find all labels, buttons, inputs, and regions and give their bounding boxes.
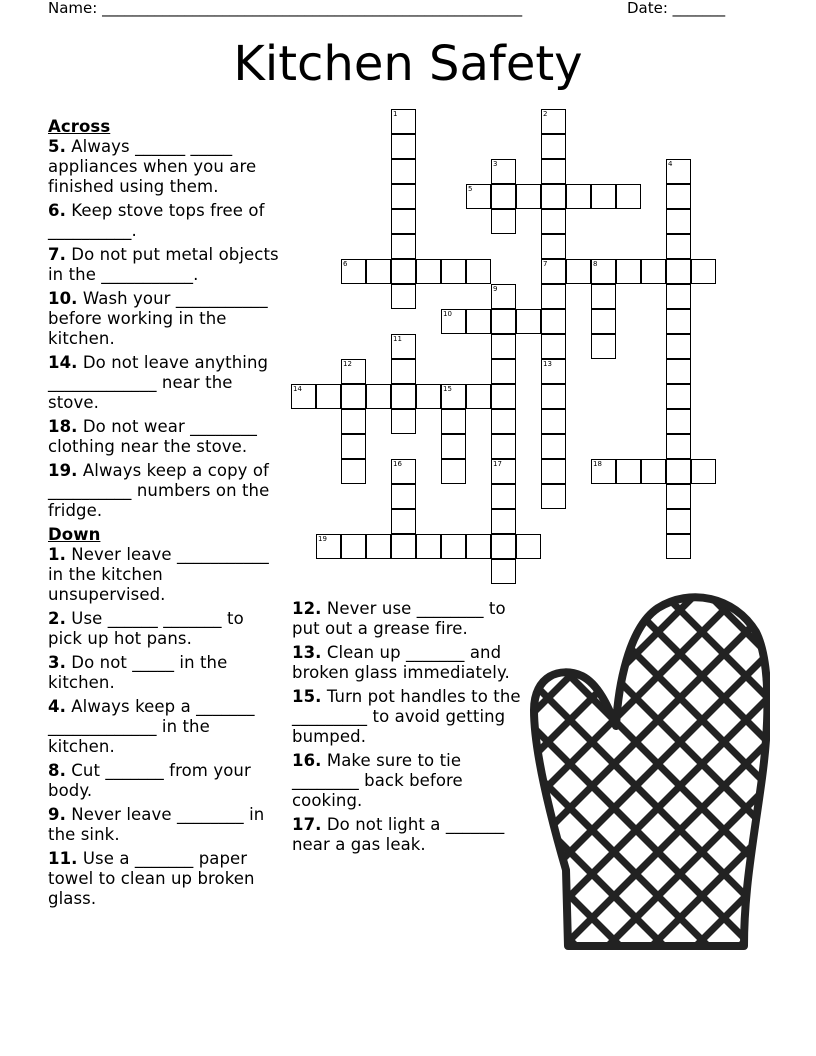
cell-number: 10 bbox=[443, 310, 452, 318]
cell-number: 19 bbox=[318, 535, 327, 543]
grid-cell[interactable] bbox=[441, 459, 466, 484]
clue-item bbox=[292, 751, 532, 811]
grid-cell[interactable] bbox=[341, 259, 366, 284]
cell-number: 6 bbox=[343, 260, 348, 268]
grid-cell[interactable] bbox=[666, 184, 691, 209]
grid-cell[interactable] bbox=[391, 359, 416, 384]
grid-cell[interactable] bbox=[466, 384, 491, 409]
clue-item bbox=[48, 545, 280, 605]
across-heading: Across bbox=[48, 117, 111, 136]
clue-number: 17. bbox=[292, 815, 322, 834]
grid-cell[interactable] bbox=[391, 509, 416, 534]
grid-cell[interactable] bbox=[541, 359, 566, 384]
grid-cell[interactable] bbox=[391, 184, 416, 209]
clue-item bbox=[292, 599, 532, 639]
clue-text: Do not light a _______ near a gas leak. bbox=[292, 815, 505, 854]
grid-cell[interactable] bbox=[391, 484, 416, 509]
grid-cell[interactable] bbox=[641, 259, 666, 284]
grid-cell[interactable] bbox=[541, 134, 566, 159]
grid-cell[interactable] bbox=[391, 534, 416, 559]
grid-cell[interactable] bbox=[591, 184, 616, 209]
grid-cell[interactable] bbox=[666, 359, 691, 384]
grid-cell[interactable] bbox=[541, 459, 566, 484]
grid-cell[interactable] bbox=[316, 534, 341, 559]
clue-item bbox=[292, 815, 532, 855]
grid-cell[interactable] bbox=[616, 184, 641, 209]
clue-text: Clean up _______ and broken glass immediately. bbox=[292, 643, 510, 682]
grid-cell[interactable] bbox=[516, 534, 541, 559]
grid-cell[interactable] bbox=[491, 534, 516, 559]
grid-cell[interactable] bbox=[541, 409, 566, 434]
grid-cell[interactable] bbox=[616, 459, 641, 484]
clue-number: 18. bbox=[48, 417, 78, 436]
clues-right-column bbox=[292, 599, 532, 859]
grid-cell[interactable] bbox=[416, 259, 441, 284]
down-heading: Down bbox=[48, 525, 101, 544]
grid-cell[interactable] bbox=[541, 259, 566, 284]
grid-cell[interactable] bbox=[341, 384, 366, 409]
cell-number: 16 bbox=[393, 460, 402, 468]
grid-cell[interactable] bbox=[466, 259, 491, 284]
clue-text: Do not _____ in the kitchen. bbox=[48, 653, 228, 692]
grid-cell[interactable] bbox=[366, 384, 391, 409]
grid-cell[interactable] bbox=[566, 184, 591, 209]
clue-number: 19. bbox=[48, 461, 78, 480]
cell-number: 2 bbox=[543, 110, 548, 118]
grid-cell[interactable] bbox=[391, 384, 416, 409]
grid-cell[interactable] bbox=[666, 484, 691, 509]
grid-cell[interactable] bbox=[691, 459, 716, 484]
clue-text: Cut _______ from your body. bbox=[48, 761, 251, 800]
grid-cell[interactable] bbox=[491, 159, 516, 184]
grid-cell[interactable] bbox=[466, 184, 491, 209]
clue-item bbox=[48, 849, 280, 909]
clues-left-column bbox=[48, 114, 280, 913]
clue-number: 14. bbox=[48, 353, 78, 372]
clue-item bbox=[48, 653, 280, 693]
grid-cell[interactable] bbox=[441, 309, 466, 334]
cell-number: 12 bbox=[343, 360, 352, 368]
grid-cell[interactable] bbox=[391, 234, 416, 259]
grid-cell[interactable] bbox=[666, 334, 691, 359]
clue-text: Keep stove tops free of __________. bbox=[48, 201, 265, 240]
clue-number: 2. bbox=[48, 609, 66, 628]
clue-text: Never leave ________ in the sink. bbox=[48, 805, 265, 844]
cell-number: 1 bbox=[393, 110, 398, 118]
cell-number: 8 bbox=[593, 260, 598, 268]
grid-cell[interactable] bbox=[616, 259, 641, 284]
grid-cell[interactable] bbox=[441, 434, 466, 459]
grid-cell[interactable] bbox=[666, 159, 691, 184]
clue-text: Use a _______ paper towel to clean up broken glass. bbox=[48, 849, 255, 908]
grid-cell[interactable] bbox=[416, 534, 441, 559]
date-field[interactable]: Date: _______ bbox=[627, 0, 726, 17]
grid-cell[interactable] bbox=[341, 534, 366, 559]
grid-cell[interactable] bbox=[491, 209, 516, 234]
cell-number: 15 bbox=[443, 385, 452, 393]
grid-cell[interactable] bbox=[541, 484, 566, 509]
grid-cell[interactable] bbox=[541, 159, 566, 184]
clue-number: 7. bbox=[48, 245, 66, 264]
clue-text: Do not put metal objects in the ___________. bbox=[48, 245, 279, 284]
grid-cell[interactable] bbox=[666, 209, 691, 234]
grid-cell[interactable] bbox=[441, 259, 466, 284]
grid-cell[interactable] bbox=[516, 184, 541, 209]
clue-number: 16. bbox=[292, 751, 322, 770]
grid-cell[interactable] bbox=[491, 184, 516, 209]
cell-number: 5 bbox=[468, 185, 473, 193]
grid-cell[interactable] bbox=[291, 384, 316, 409]
clue-text: Always keep a copy of __________ numbers on the fridge. bbox=[48, 461, 270, 520]
grid-cell[interactable] bbox=[391, 209, 416, 234]
clue-number: 3. bbox=[48, 653, 66, 672]
grid-cell[interactable] bbox=[391, 284, 416, 309]
clue-number: 15. bbox=[292, 687, 322, 706]
grid-cell[interactable] bbox=[591, 259, 616, 284]
grid-cell[interactable] bbox=[691, 259, 716, 284]
grid-cell[interactable] bbox=[491, 409, 516, 434]
clue-item bbox=[292, 643, 532, 683]
clue-text: Use ______ _______ to pick up hot pans. bbox=[48, 609, 244, 648]
down-clues bbox=[48, 545, 280, 909]
clue-text: Do not leave anything _____________ near the stove. bbox=[48, 353, 269, 412]
cell-number: 3 bbox=[493, 160, 498, 168]
grid-cell[interactable] bbox=[391, 259, 416, 284]
clue-text: Never leave ___________ in the kitchen unsupervised. bbox=[48, 545, 269, 604]
grid-cell[interactable] bbox=[341, 434, 366, 459]
clue-number: 5. bbox=[48, 137, 66, 156]
clue-item bbox=[48, 761, 280, 801]
grid-cell[interactable] bbox=[666, 309, 691, 334]
clue-item bbox=[48, 461, 280, 521]
clue-item bbox=[292, 687, 532, 747]
grid-cell[interactable] bbox=[491, 384, 516, 409]
grid-cell[interactable] bbox=[341, 409, 366, 434]
clue-number: 11. bbox=[48, 849, 78, 868]
clue-number: 4. bbox=[48, 697, 66, 716]
cell-number: 11 bbox=[393, 335, 402, 343]
clue-number: 9. bbox=[48, 805, 66, 824]
grid-cell[interactable] bbox=[491, 334, 516, 359]
grid-cell[interactable] bbox=[541, 434, 566, 459]
cell-number: 4 bbox=[668, 160, 673, 168]
grid-cell[interactable] bbox=[516, 309, 541, 334]
grid-cell[interactable] bbox=[666, 409, 691, 434]
grid-cell[interactable] bbox=[541, 309, 566, 334]
grid-cell[interactable] bbox=[491, 484, 516, 509]
clue-text: Always keep a _______ _____________ in the kitchen. bbox=[48, 697, 255, 756]
grid-cell[interactable] bbox=[666, 459, 691, 484]
grid-cell[interactable] bbox=[666, 234, 691, 259]
grid-cell[interactable] bbox=[666, 259, 691, 284]
grid-cell[interactable] bbox=[541, 234, 566, 259]
grid-cell[interactable] bbox=[666, 384, 691, 409]
clue-item bbox=[48, 417, 280, 457]
grid-cell[interactable] bbox=[491, 559, 516, 584]
cell-number: 17 bbox=[493, 460, 502, 468]
grid-cell[interactable] bbox=[341, 359, 366, 384]
grid-cell[interactable] bbox=[591, 334, 616, 359]
clue-text: Wash your ___________ before working in the kitchen. bbox=[48, 289, 268, 348]
cell-number: 18 bbox=[593, 460, 602, 468]
grid-cell[interactable] bbox=[666, 284, 691, 309]
grid-cell[interactable] bbox=[641, 459, 666, 484]
grid-cell[interactable] bbox=[441, 409, 466, 434]
grid-cell[interactable] bbox=[441, 384, 466, 409]
grid-cell[interactable] bbox=[541, 334, 566, 359]
down-clues-continued bbox=[292, 599, 532, 855]
grid-cell[interactable] bbox=[366, 534, 391, 559]
grid-cell[interactable] bbox=[416, 384, 441, 409]
grid-cell[interactable] bbox=[391, 109, 416, 134]
grid-cell[interactable] bbox=[391, 334, 416, 359]
grid-cell[interactable] bbox=[391, 459, 416, 484]
name-field[interactable]: Name: ________________________________________________________ bbox=[48, 0, 523, 17]
grid-cell[interactable] bbox=[491, 284, 516, 309]
clue-item bbox=[48, 137, 280, 197]
grid-cell[interactable] bbox=[541, 209, 566, 234]
grid-cell[interactable] bbox=[541, 109, 566, 134]
clue-number: 8. bbox=[48, 761, 66, 780]
page-title: Kitchen Safety bbox=[233, 36, 583, 92]
clue-item bbox=[48, 609, 280, 649]
clue-item bbox=[48, 353, 280, 413]
cell-number: 14 bbox=[293, 385, 302, 393]
clue-number: 10. bbox=[48, 289, 78, 308]
across-clues bbox=[48, 137, 280, 521]
clue-item bbox=[48, 697, 280, 757]
clue-text: Never use ________ to put out a grease fire. bbox=[292, 599, 506, 638]
clue-number: 12. bbox=[292, 599, 322, 618]
grid-cell[interactable] bbox=[666, 434, 691, 459]
grid-cell[interactable] bbox=[591, 284, 616, 309]
clue-item bbox=[48, 201, 280, 241]
clue-number: 13. bbox=[292, 643, 322, 662]
grid-cell[interactable] bbox=[491, 459, 516, 484]
clue-number: 6. bbox=[48, 201, 66, 220]
clue-item bbox=[48, 805, 280, 845]
grid-cell[interactable] bbox=[541, 184, 566, 209]
cell-number: 13 bbox=[543, 360, 552, 368]
grid-cell[interactable] bbox=[491, 509, 516, 534]
grid-cell[interactable] bbox=[316, 384, 341, 409]
grid-cell[interactable] bbox=[666, 509, 691, 534]
grid-cell[interactable] bbox=[441, 534, 466, 559]
grid-cell[interactable] bbox=[591, 459, 616, 484]
clue-text: Do not wear ________ clothing near the stove. bbox=[48, 417, 257, 456]
grid-cell[interactable] bbox=[391, 134, 416, 159]
grid-cell[interactable] bbox=[491, 309, 516, 334]
grid-cell[interactable] bbox=[366, 259, 391, 284]
clue-text: Turn pot handles to the _________ to avoid getting bumped. bbox=[292, 687, 521, 746]
clue-text: Make sure to tie ________ back before cooking. bbox=[292, 751, 463, 810]
clue-item bbox=[48, 245, 280, 285]
grid-cell[interactable] bbox=[466, 534, 491, 559]
grid-cell[interactable] bbox=[391, 409, 416, 434]
grid-cell[interactable] bbox=[566, 259, 591, 284]
clue-text: Always ______ _____ appliances when you are finished using them. bbox=[48, 137, 257, 196]
grid-cell[interactable] bbox=[491, 359, 516, 384]
grid-cell[interactable] bbox=[591, 309, 616, 334]
clue-number: 1. bbox=[48, 545, 66, 564]
clue-item bbox=[48, 289, 280, 349]
grid-cell[interactable] bbox=[391, 159, 416, 184]
oven-mitt-icon bbox=[530, 588, 770, 950]
grid-cell[interactable] bbox=[541, 384, 566, 409]
grid-cell[interactable] bbox=[541, 284, 566, 309]
cell-number: 7 bbox=[543, 260, 548, 268]
grid-cell[interactable] bbox=[341, 459, 366, 484]
grid-cell[interactable] bbox=[466, 309, 491, 334]
grid-cell[interactable] bbox=[666, 534, 691, 559]
grid-cell[interactable] bbox=[491, 434, 516, 459]
cell-number: 9 bbox=[493, 285, 498, 293]
